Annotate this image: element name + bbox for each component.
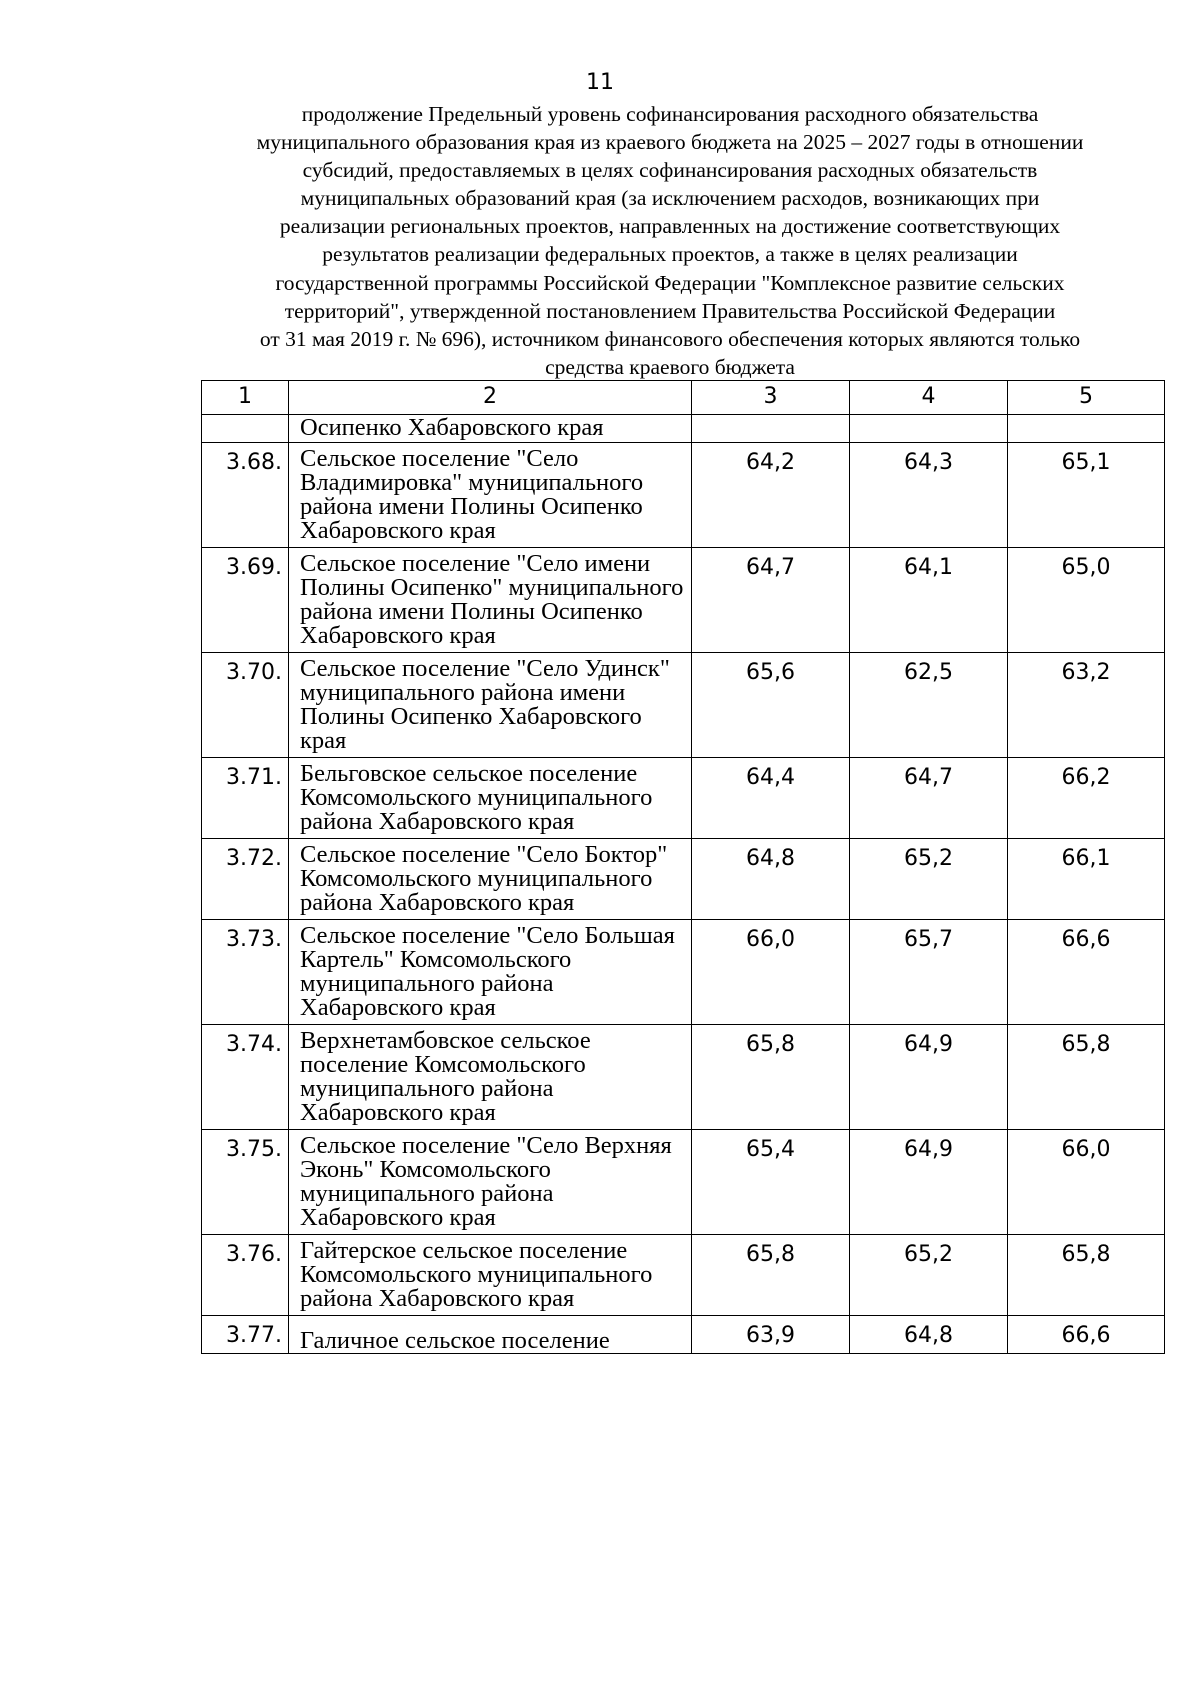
- table-row: [202, 1316, 1165, 1354]
- table-caption: [190, 100, 1150, 381]
- value-col-4: 64,9: [850, 1025, 1008, 1130]
- value-col-4: 62,5: [850, 653, 1008, 758]
- row-number: 3.77.: [202, 1316, 289, 1354]
- value-col-5: [1008, 415, 1165, 443]
- value-col-3: 64,8: [692, 839, 850, 920]
- municipality-name: Сельское поселение "Село Удинск" муниципального района имени Полины Осипенко Хабаровского края: [289, 653, 692, 758]
- value-col-4: 64,9: [850, 1130, 1008, 1235]
- table-body: [202, 415, 1165, 1354]
- value-col-4: [850, 415, 1008, 443]
- value-col-3: 65,4: [692, 1130, 850, 1235]
- value-col-3: 64,7: [692, 548, 850, 653]
- value-col-3: 63,9: [692, 1316, 850, 1354]
- table-row: [202, 653, 1165, 758]
- caption-line: реализации региональных проектов, направленных на достижение соответствующих: [279, 214, 1061, 239]
- value-col-5: 65,8: [1008, 1025, 1165, 1130]
- table-row: [202, 920, 1165, 1025]
- value-col-3: 66,0: [692, 920, 850, 1025]
- column-header: 5: [1008, 381, 1165, 415]
- caption-line: государственной программы Российской Федерации "Комплексное развитие сельских: [275, 270, 1065, 295]
- row-number: 3.72.: [202, 839, 289, 920]
- municipality-name: Сельское поселение "Село Боктор" Комсомольского муниципального района Хабаровского края: [289, 839, 692, 920]
- table-row: [202, 548, 1165, 653]
- municipality-name: Галичное сельское поселение: [289, 1316, 692, 1354]
- value-col-4: 64,7: [850, 758, 1008, 839]
- value-col-4: 65,7: [850, 920, 1008, 1025]
- caption-line: от 31 мая 2019 г. № 696), источником финансового обеспечения которых являются только: [259, 326, 1081, 351]
- value-col-5: 66,6: [1008, 920, 1165, 1025]
- table-row-continuation: [202, 415, 1165, 443]
- value-col-3: [692, 415, 850, 443]
- municipality-name: Верхнетамбовское сельское поселение Комсомольского муниципального района Хабаровского края: [289, 1025, 692, 1130]
- table-row: [202, 1130, 1165, 1235]
- value-col-5: 66,0: [1008, 1130, 1165, 1235]
- value-col-4: 65,2: [850, 839, 1008, 920]
- row-number: 3.75.: [202, 1130, 289, 1235]
- municipality-name: Осипенко Хабаровского края: [289, 415, 692, 443]
- table-row: [202, 443, 1165, 548]
- row-number: 3.73.: [202, 920, 289, 1025]
- value-col-3: 64,4: [692, 758, 850, 839]
- value-col-3: 65,8: [692, 1025, 850, 1130]
- value-col-4: 64,3: [850, 443, 1008, 548]
- caption-line: результатов реализации федеральных проектов, а также в целях реализации: [322, 242, 1018, 267]
- municipality-name: Гайтерское сельское поселение Комсомольского муниципального района Хабаровского края: [289, 1235, 692, 1316]
- row-number: 3.74.: [202, 1025, 289, 1130]
- table-row: [202, 758, 1165, 839]
- municipality-name: Бельговское сельское поселение Комсомольского муниципального района Хабаровского края: [289, 758, 692, 839]
- page-number: 11: [586, 70, 614, 95]
- caption-line: муниципального образования края из краевого бюджета на 2025 – 2027 годы в отношении: [256, 130, 1084, 155]
- value-col-3: 65,6: [692, 653, 850, 758]
- caption-line: продолжение Предельный уровень софинансирования расходного обязательства: [301, 102, 1039, 126]
- caption-line: муниципальных образований края (за исключением расходов, возникающих при: [300, 186, 1040, 211]
- value-col-5: 63,2: [1008, 653, 1165, 758]
- row-number: [202, 415, 289, 443]
- value-col-3: 64,2: [692, 443, 850, 548]
- row-number: 3.68.: [202, 443, 289, 548]
- value-col-4: 64,8: [850, 1316, 1008, 1354]
- municipality-name: Сельское поселение "Село Верхняя Эконь" Комсомольского муниципального района Хабаровского края: [289, 1130, 692, 1235]
- municipality-name: Сельское поселение "Село имени Полины Осипенко" муниципального района имени Полины Осипенко Хабаровского края: [289, 548, 692, 653]
- caption-line: средства краевого бюджета: [545, 354, 795, 379]
- value-col-5: 66,2: [1008, 758, 1165, 839]
- value-col-3: 65,8: [692, 1235, 850, 1316]
- column-header: 2: [289, 381, 692, 415]
- column-header: 1: [202, 381, 289, 415]
- column-header: 4: [850, 381, 1008, 415]
- cofinancing-table: [201, 380, 1165, 1354]
- caption-line: субсидий, предоставляемых в целях софинансирования расходных обязательств: [302, 158, 1038, 183]
- municipality-name: Сельское поселение "Село Большая Картель" Комсомольского муниципального района Хабаровского края: [289, 920, 692, 1025]
- value-col-4: 64,1: [850, 548, 1008, 653]
- table-row: [202, 1235, 1165, 1316]
- row-number: 3.76.: [202, 1235, 289, 1316]
- row-number: 3.70.: [202, 653, 289, 758]
- table-row: [202, 1025, 1165, 1130]
- table-header-row: [202, 381, 1165, 415]
- value-col-5: 65,1: [1008, 443, 1165, 548]
- column-header: 3: [692, 381, 850, 415]
- value-col-4: 65,2: [850, 1235, 1008, 1316]
- caption-line: территорий", утвержденной постановлением Правительства Российской Федерации: [284, 298, 1056, 323]
- value-col-5: 65,8: [1008, 1235, 1165, 1316]
- row-number: 3.71.: [202, 758, 289, 839]
- value-col-5: 66,1: [1008, 839, 1165, 920]
- value-col-5: 65,0: [1008, 548, 1165, 653]
- row-number: 3.69.: [202, 548, 289, 653]
- value-col-5: 66,6: [1008, 1316, 1165, 1354]
- municipality-name: Сельское поселение "Село Владимировка" муниципального района имени Полины Осипенко Хабаровского края: [289, 443, 692, 548]
- table-row: [202, 839, 1165, 920]
